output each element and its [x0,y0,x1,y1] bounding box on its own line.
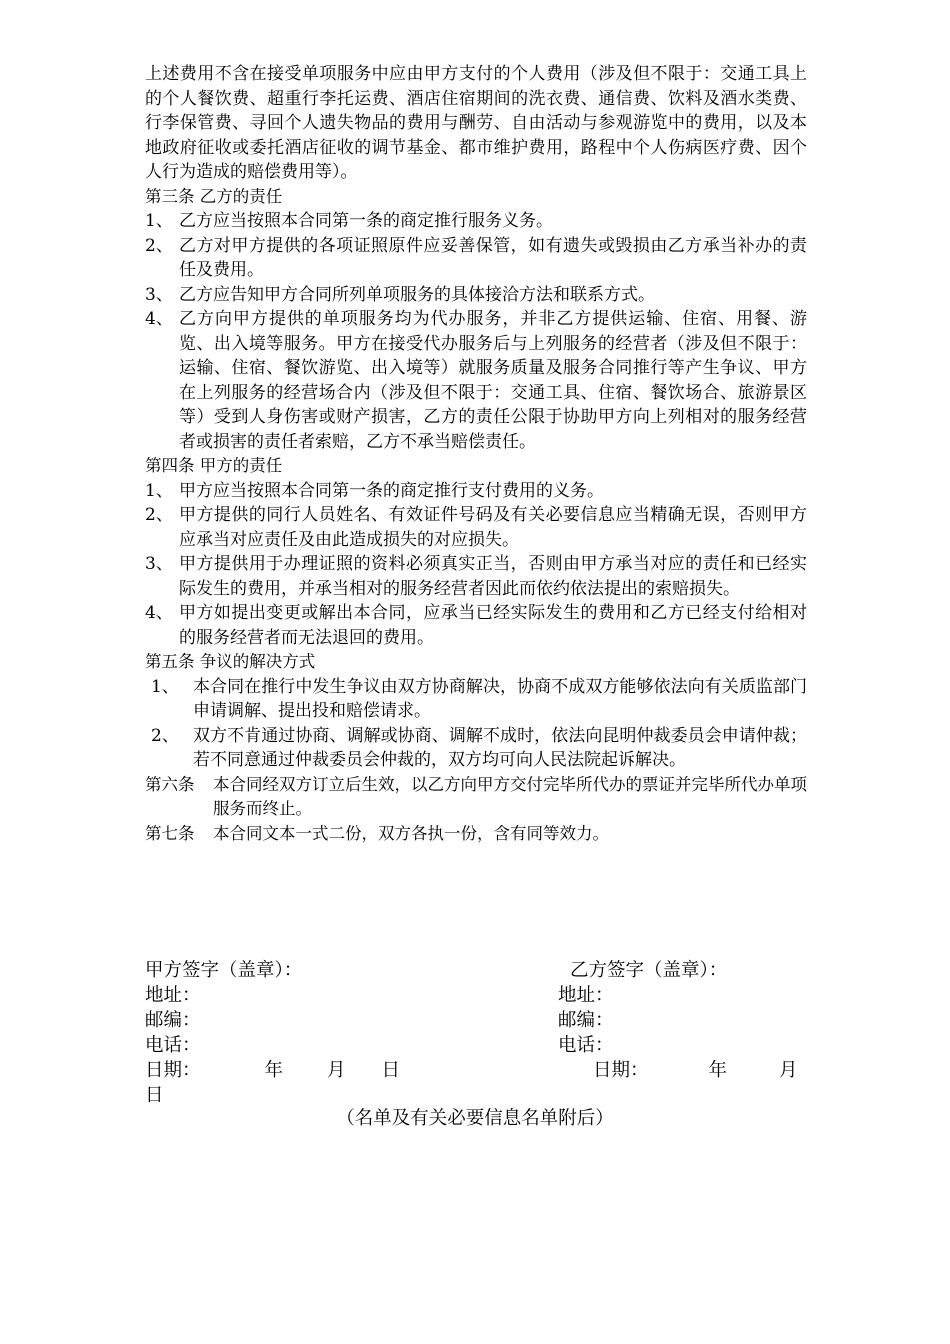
article-5-heading: 第五条 争议的解决方式 [145,652,316,671]
article-4-item-3 [145,552,807,601]
postcode-row [145,1008,807,1033]
article-3-heading: 第三条 乙方的责任 [145,186,283,206]
article-6-number: 第六条 [145,774,195,794]
article-5-item-1 [145,675,807,724]
article-4-item-1 [145,479,807,504]
item-number: 1、 [151,676,179,697]
address-row [145,983,807,1008]
item-number: 1、 [145,211,173,231]
item-text: 本合同在推行中发生争议由双方协商解决，协商不成双方能够依法向有关质监部门申请调解、提出投和赔偿请求。 [193,676,807,721]
intro-paragraph: 上述费用不含在接受单项服务中应由甲方支付的个人费用（涉及但不限于：交通工具上的个人餐饮费、超重行李托运费、酒店住宿期间的洗衣费、通信费、饮料及酒水类费、行李保管费、寻回个人遗失物品的费用与酬劳、自由活动与参观游览中的费用，以及本地政府征收或委托酒店征收的调节基金、都市维护费用，路程中个人伤病医疗费、因个人行为造成的赔偿费用等）。 [145,64,807,182]
item-text: 甲方提供的同行人员姓名、有效证件号码及有关必要信息应当精确无误，否则甲方应承当对应责任及由此造成损失的对应损失。 [179,505,807,550]
article-3-item-1 [145,209,807,234]
article-4-heading: 第四条 甲方的责任 [145,456,283,475]
party-b-address-label: 地址： [558,985,614,1006]
party-a-postcode-label: 邮编： [145,1010,201,1031]
day-overflow-row [145,1083,807,1108]
item-text: 甲方提供用于办理证照的资料必须真实正当，否则由甲方承当对应的责任和已经实际发生的费用，并承当相对的服务经营者因此而依约依法提出的索赔损失。 [179,554,807,599]
item-text: 甲方应当按照本合同第一条的商定推行支付费用的义务。 [179,480,604,501]
party-b-signature-label: 乙方签字（盖章）： [570,960,728,981]
article-5-item-2 [145,724,807,773]
party-b-date [558,1058,807,1083]
item-number: 4、 [145,603,173,623]
signature-block [145,958,807,1108]
item-text: 乙方应告知甲方合同所列单项服务的具体接洽方法和联系方式。 [179,284,655,305]
signature-row [145,958,807,983]
party-a-phone-label: 电话： [145,1035,201,1056]
article-4-item-4 [145,601,807,650]
item-text: 乙方应当按照本合同第一条的商定推行服务义务。 [179,211,553,231]
item-number: 2、 [145,235,173,256]
year-label: 年 [708,1060,728,1081]
date-label: 日期： [145,1060,201,1081]
party-a-date [145,1058,558,1083]
article-7 [145,822,807,847]
article-6 [145,773,807,822]
date-row [145,1058,807,1083]
article-3-item-3 [145,283,807,308]
article-3-item-4 [145,307,807,454]
item-text: 乙方对甲方提供的各项证照原件应妥善保管，如有遗失或毁损由乙方承当补办的责任及费用。 [179,235,807,280]
item-text: 乙方向甲方提供的单项服务均为代办服务，并非乙方提供运输、住宿、用餐、游览、出入境等服务。甲方在接受代办服务后与上列服务的经营者（涉及但不限于：运输、住宿、餐饮游览、出入境等）就服务质量及服务合同推行等产生争议、甲方在上列服务的经营场合内（涉及但不限于：交通工具、住宿、餐饮场合、旅游景区等）受到人身伤害或财产损害，乙方的责任公限于协助甲方向上列相对的服务经营者或损害的责任者索赔，乙方不承当赔偿责任。 [179,309,807,452]
article-6-text: 本合同经双方订立后生效，以乙方向甲方交付完毕所代办的票证并完毕所代办单项服务而终止。 [213,774,807,818]
article-7-text: 本合同文本一式二份，双方各执一份，含有同等效力。 [213,823,609,843]
party-b-day-label: 日 [145,1085,164,1106]
article-4-item-2 [145,503,807,552]
item-number: 4、 [145,309,173,329]
item-text: 甲方如提出变更或解出本合同，应承当已经实际发生的费用和乙方已经支付给相对的服务经营者而无法退回的费用。 [179,603,807,648]
year-label: 年 [264,1060,284,1081]
date-label: 日期： [593,1060,649,1081]
attachment-note: （名单及有关必要信息名单附后） [336,1108,614,1129]
item-number: 2、 [145,505,173,525]
party-b-phone-label: 电话： [558,1035,614,1056]
month-label: 月 [327,1060,346,1081]
item-number: 3、 [145,284,173,305]
party-b-postcode-label: 邮编： [558,1010,614,1031]
article-7-number: 第七条 [145,823,195,843]
party-a-address-label: 地址： [145,985,201,1006]
item-text: 双方不肯通过协商、调解或协商、调解不成时，依法向昆明仲裁委员会申请仲裁；若不同意通过仲裁委员会仲裁的，双方均可向人民法院起诉解决。 [193,725,807,770]
article-3-item-2 [145,234,807,283]
party-a-signature-label: 甲方签字（盖章）： [145,960,303,981]
day-label: 日 [381,1060,401,1081]
phone-row [145,1033,807,1058]
contract-body [145,62,807,846]
item-number: 2、 [151,725,179,746]
month-label: 月 [779,1060,798,1081]
item-number: 1、 [145,480,173,501]
item-number: 3、 [145,554,173,574]
